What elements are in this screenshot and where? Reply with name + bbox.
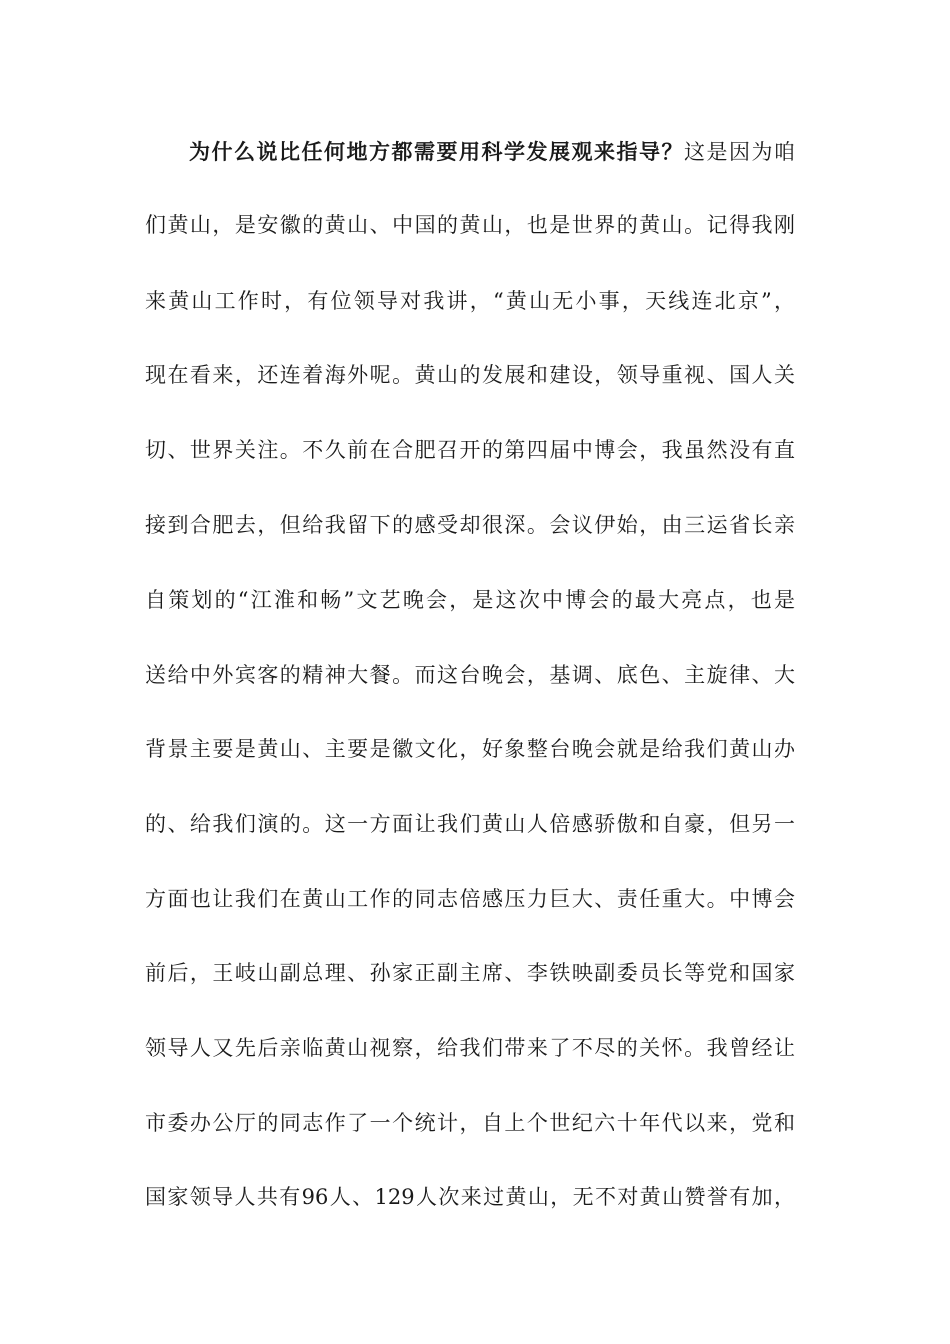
line-text: 这是因为咱	[684, 140, 795, 164]
paragraph-line-3: 来黄山工作时，有位领导对我讲，“黄山无小事，天线连北京”，	[145, 289, 795, 313]
paragraph-line-8: 送给中外宾客的精神大餐。而这台晚会，基调、底色、主旋律、大	[145, 663, 795, 687]
paragraph-line-4: 现在看来，还连着海外呢。黄山的发展和建设，领导重视、国人关	[145, 363, 795, 387]
paragraph-line-6: 接到合肥去，但给我留下的感受却很深。会议伊始，由三运省长亲	[145, 513, 795, 537]
paragraph-line-7: 自策划的“江淮和畅”文艺晚会，是这次中博会的最大亮点，也是	[145, 588, 795, 612]
paragraph-line-10: 的、给我们演的。这一方面让我们黄山人倍感骄傲和自豪，但另一	[145, 812, 795, 836]
lead-question: 为什么说比任何地方都需要用科学发展观来指导？	[189, 139, 684, 164]
paragraph-line-14: 市委办公厅的同志作了一个统计，自上个世纪六十年代以来，党和	[145, 1111, 795, 1135]
paragraph-line-9: 背景主要是黄山、主要是徽文化，好象整台晚会就是给我们黄山办	[145, 737, 795, 761]
paragraph-line-12: 前后，王岐山副总理、孙家正副主席、李铁映副委员长等党和国家	[145, 961, 795, 985]
paragraph-line-5: 切、世界关注。不久前在合肥召开的第四届中博会，我虽然没有直	[145, 438, 795, 462]
paragraph-line-15: 国家领导人共有96人、129人次来过黄山，无不对黄山赞誉有加，	[145, 1185, 795, 1209]
paragraph-line-11: 方面也让我们在黄山工作的同志倍感压力巨大、责任重大。中博会	[145, 887, 795, 911]
paragraph-line-1	[189, 132, 795, 172]
paragraph-line-2: 们黄山，是安徽的黄山、中国的黄山，也是世界的黄山。记得我刚	[145, 213, 795, 237]
paragraph-line-13: 领导人又先后亲临黄山视察，给我们带来了不尽的关怀。我曾经让	[145, 1036, 795, 1060]
